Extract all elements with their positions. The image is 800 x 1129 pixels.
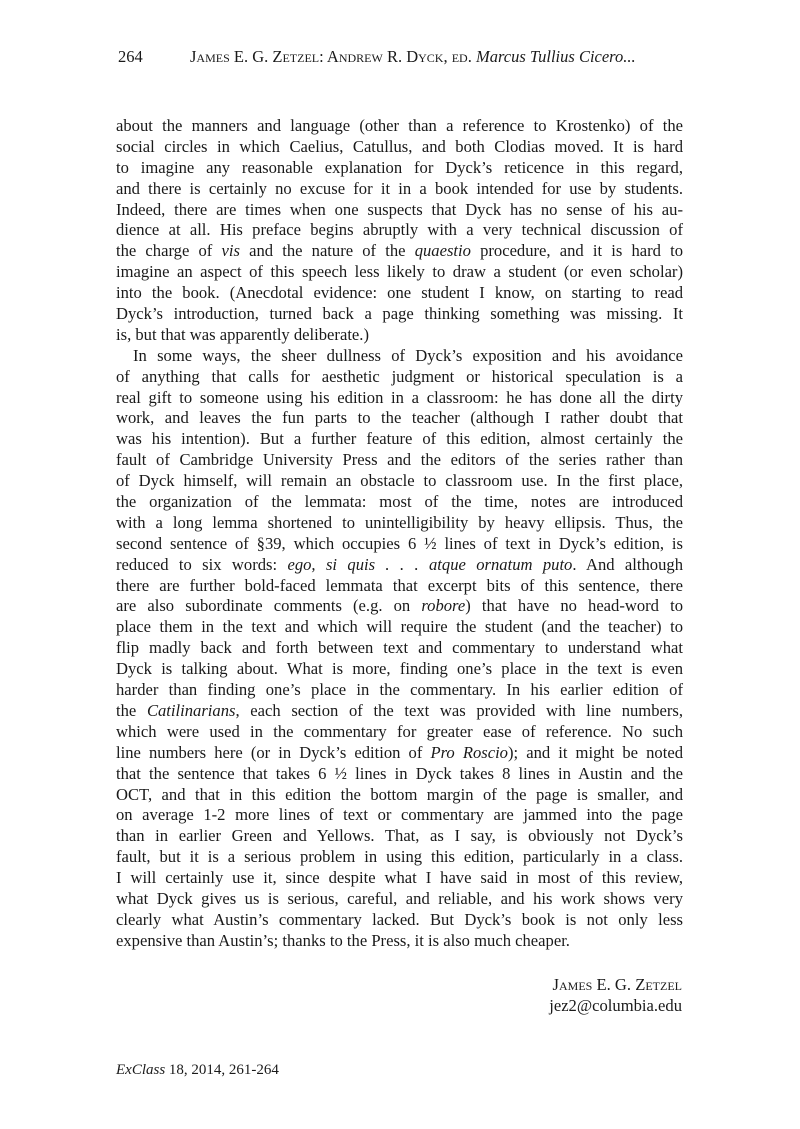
text-line bbox=[116, 346, 683, 367]
text-segment: there are further bold-faced lemmata that excerpt bits of this sentence, there bbox=[116, 575, 683, 595]
text-segment: is, but that was apparently deliberate.) bbox=[116, 324, 369, 344]
text-line bbox=[116, 179, 683, 200]
text-line bbox=[116, 158, 683, 179]
text-line bbox=[116, 471, 683, 492]
text-segment: than in earlier Green and Yellows. That, as I say, is obviously not Dyck’s bbox=[116, 826, 683, 846]
text-segment: to imagine any reasonable explanation for Dyck’s reticence in this regard, bbox=[116, 157, 683, 177]
italic-text: robore bbox=[421, 596, 466, 616]
text-segment: imagine an aspect of this speech less likely to draw a student (or even scholar) bbox=[116, 262, 683, 282]
text-segment: the charge of bbox=[116, 241, 222, 261]
text-line bbox=[116, 659, 683, 680]
text-segment: and the nature of the bbox=[239, 241, 415, 261]
text-line bbox=[116, 826, 683, 847]
text-segment: and there is certainly no excuse for it in a book intended for use by students. bbox=[116, 178, 683, 198]
text-segment: what Dyck gives us is serious, careful, and reliable, and his work shows very bbox=[116, 888, 683, 908]
text-segment: which were used in the commentary for greater ease of reference. No such bbox=[116, 721, 683, 741]
text-line bbox=[116, 596, 683, 617]
text-segment: , each section of the text was provided with line numbers, bbox=[235, 700, 684, 720]
text-segment: fault of Cambridge University Press and the editors of the series rather than bbox=[116, 450, 683, 470]
text-segment: fault, but it is a serious problem in using this edition, particularly in a class. bbox=[116, 847, 683, 867]
text-segment: the bbox=[116, 700, 147, 720]
text-line bbox=[116, 283, 683, 304]
text-segment: reduced to six words: bbox=[116, 554, 288, 574]
journal-name: ExClass bbox=[116, 1062, 166, 1078]
text-line bbox=[116, 367, 683, 388]
running-title-work: Marcus Tullius Cicero... bbox=[475, 47, 636, 66]
text-segment: clearly what Austin’s commentary lacked. But Dyck’s book is not only less bbox=[116, 909, 683, 929]
text-segment: place them in the text and which will require the student (and the teacher) to bbox=[116, 617, 683, 637]
text-segment: ) that have no head-word to bbox=[465, 596, 683, 616]
text-line bbox=[116, 220, 683, 241]
text-segment: the organization of the lemmata: most of the time, notes are introduced bbox=[116, 492, 683, 512]
article-body bbox=[116, 116, 683, 952]
author-name: James E. G. Zetzel bbox=[552, 975, 682, 994]
running-header bbox=[118, 47, 636, 67]
text-line bbox=[116, 492, 683, 513]
text-line bbox=[116, 555, 683, 576]
text-line bbox=[116, 701, 683, 722]
italic-text: quaestio bbox=[414, 241, 471, 261]
text-segment: flip madly back and forth between text and commentary to understand what bbox=[116, 638, 683, 658]
text-line bbox=[116, 785, 683, 806]
text-segment: . And although bbox=[572, 554, 683, 574]
text-segment: Dyck’s introduction, turned back a page thinking something was missing. It bbox=[116, 304, 683, 324]
text-segment: that the sentence that takes 6 ½ lines in Dyck takes 8 lines in Austin and the bbox=[116, 763, 683, 783]
text-line bbox=[116, 889, 683, 910]
text-segment: In some ways, the sheer dullness of Dyck’s exposition and his avoidance bbox=[133, 345, 683, 365]
text-segment: of anything that calls for aesthetic judgment or historical speculation is a bbox=[116, 366, 683, 386]
text-line bbox=[116, 513, 683, 534]
text-segment: procedure, and it is hard to bbox=[470, 241, 683, 261]
text-line bbox=[116, 847, 683, 868]
text-line bbox=[116, 910, 683, 931]
text-line bbox=[116, 638, 683, 659]
text-segment: into the book. (Anecdotal evidence: one student I know, on starting to read bbox=[116, 283, 683, 303]
text-segment: expensive than Austin’s; thanks to the Press, it is also much cheaper. bbox=[116, 930, 570, 950]
text-line bbox=[116, 450, 683, 471]
text-line bbox=[116, 137, 683, 158]
text-segment: on average 1-2 more lines of text or commentary are jammed into the page bbox=[116, 805, 683, 825]
text-line bbox=[116, 408, 683, 429]
text-segment: was his intention). But a further feature of this edition, almost certainly the bbox=[116, 429, 683, 449]
italic-text: vis bbox=[221, 241, 240, 261]
text-segment: Dyck is talking about. What is more, finding one’s place in the text is even bbox=[116, 659, 683, 679]
text-segment: work, and leaves the fun parts to the teacher (although I rather doubt that bbox=[116, 408, 683, 428]
text-line bbox=[116, 764, 683, 785]
text-segment: with a long lemma shortened to unintelligibility by heavy ellipsis. Thus, the bbox=[116, 512, 683, 532]
text-segment: of Dyck himself, will remain an obstacle to classroom use. In the first place, bbox=[116, 471, 683, 491]
italic-text: ego, si quis . . . atque ornatum puto bbox=[287, 554, 573, 574]
text-line bbox=[116, 429, 683, 450]
signature-email bbox=[549, 995, 682, 1016]
text-line bbox=[116, 325, 683, 346]
text-line bbox=[116, 868, 683, 889]
text-line bbox=[116, 722, 683, 743]
italic-text: Pro Roscio bbox=[430, 742, 508, 762]
text-line bbox=[116, 304, 683, 325]
text-line bbox=[116, 931, 683, 952]
text-segment: real gift to someone using his edition in a classroom: he has done all the dirty bbox=[116, 387, 683, 407]
text-segment: ); and it might be noted bbox=[507, 742, 683, 762]
italic-text: Catilinarians bbox=[146, 700, 236, 720]
text-line bbox=[116, 241, 683, 262]
text-segment: second sentence of §39, which occupies 6 ½ lines of text in Dyck’s edition, is bbox=[116, 533, 683, 553]
footer-citation bbox=[116, 1062, 279, 1079]
page-number: 264 bbox=[118, 47, 143, 66]
text-segment: about the manners and language (other than a reference to Krostenko) of the bbox=[116, 116, 683, 135]
text-segment: harder than finding one’s place in the commentary. In his earlier edition of bbox=[116, 680, 683, 700]
text-line bbox=[116, 534, 683, 555]
text-segment: social circles in which Caelius, Catullus, and both Clodias moved. It is hard bbox=[116, 136, 683, 156]
signature-name bbox=[553, 974, 682, 995]
text-line bbox=[116, 200, 683, 221]
text-line bbox=[116, 116, 683, 137]
text-segment: are also subordinate comments (e.g. on bbox=[116, 596, 422, 616]
author-email: jez2@columbia.edu bbox=[549, 996, 682, 1015]
citation-details: 18, 2014, 261-264 bbox=[165, 1062, 279, 1078]
text-line bbox=[116, 680, 683, 701]
text-segment: I will certainly use it, since despite what I have said in most of this review, bbox=[116, 868, 683, 888]
text-line bbox=[116, 743, 683, 764]
text-line bbox=[116, 805, 683, 826]
text-segment: line numbers here (or in Dyck’s edition of bbox=[116, 742, 431, 762]
text-line bbox=[116, 262, 683, 283]
text-line bbox=[116, 388, 683, 409]
text-line bbox=[116, 617, 683, 638]
text-segment: Indeed, there are times when one suspects that Dyck has no sense of his au- bbox=[116, 199, 683, 219]
text-segment: OCT, and that in this edition the bottom margin of the page is smaller, and bbox=[116, 784, 683, 804]
text-segment: dience at all. His preface begins abruptly with a very technical discussion of bbox=[116, 220, 683, 240]
text-line bbox=[116, 576, 683, 597]
running-title-author: James E. G. Zetzel: Andrew R. Dyck, ed. bbox=[190, 47, 476, 66]
